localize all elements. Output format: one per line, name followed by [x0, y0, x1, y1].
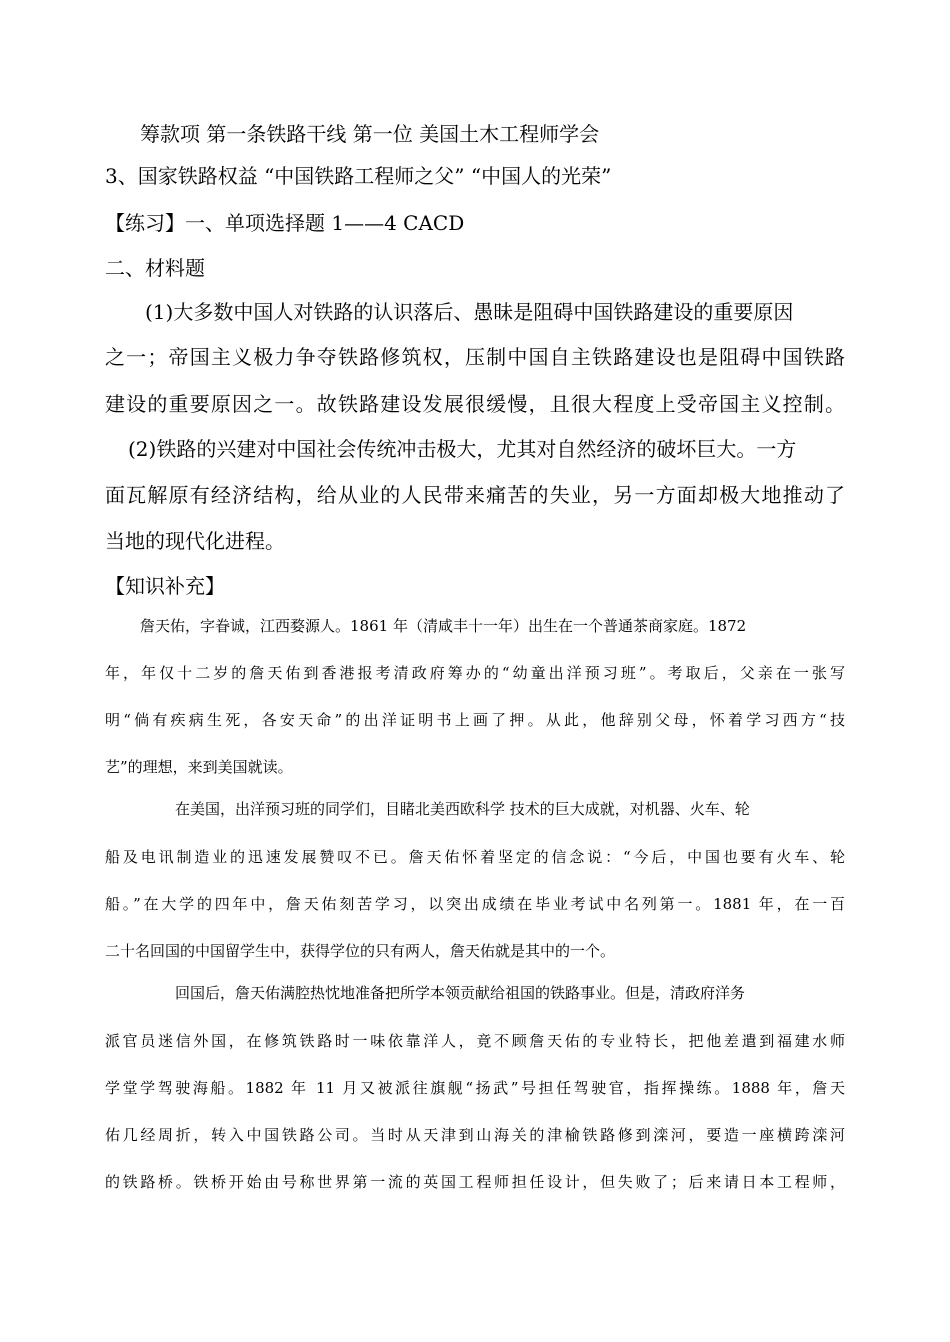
question-1-line-2: 之一；帝国主义极力争夺铁路修筑权，压制中国自主铁路建设也是阻碍中国铁路 [105, 345, 845, 369]
supplement-p2-line-3: 船。”在大学的四年中，詹天佑刻苦学习，以突出成绩在毕业考试中名列第一。1881 年，在一百 [105, 895, 845, 913]
supplement-p1-line-2: 年，年仅十二岁的詹天佑到香港报考清政府筹办的“幼童出洋预习班”。考取后，父亲在一张写 [105, 664, 845, 682]
question-2-line-1: (2)铁路的兴建对中国社会传统冲击极大，尤其对自然经济的破坏巨大。一方 [128, 437, 797, 461]
question-2-line-3: 当地的现代化进程。 [105, 529, 285, 553]
answer-line-2: 3、国家铁路权益 “中国铁路工程师之父” “中国人的光荣” [105, 164, 612, 188]
supplement-p3-line-1: 回国后，詹天佑满腔热忱地准备把所学本领贡献给祖国的铁路事业。但是，清政府洋务 [175, 984, 746, 1002]
supplement-p2-line-1: 在美国，出洋预习班的同学们，目睹北美西欧科学 技术的巨大成就，对机器、火车、轮 [175, 800, 750, 818]
material-heading: 二、材料题 [105, 256, 205, 280]
supplement-p3-line-3: 学堂学驾驶海船。1882 年 11 月又被派往旗舰“扬武”号担任驾驶官，指挥操练。1888 年，詹天 [105, 1079, 845, 1097]
supplement-p3-line-4: 佑几经周折，转入中国铁路公司。当时从天津到山海关的津榆铁路修到滦河，要造一座横跨滦河 [105, 1126, 845, 1144]
supplement-p1-line-1: 詹天佑，字眷诚，江西婺源人。1861 年（清咸丰十一年）出生在一个普通茶商家庭。1872 [140, 617, 747, 635]
supplement-p2-line-2: 船及电讯制造业的迅速发展赞叹不已。詹天佑怀着坚定的信念说：“今后，中国也要有火车、轮 [105, 848, 845, 866]
supplement-p1-line-4: 艺”的理想，来到美国就读。 [105, 758, 293, 776]
supplement-p1-line-3: 明“倘有疾病生死，各安天命”的出洋证明书上画了押。从此，他辞别父母，怀着学习西方“技 [105, 711, 845, 729]
supplement-heading: 【知识补充】 [105, 574, 225, 598]
question-2-line-2: 面瓦解原有经济结构，给从业的人民带来痛苦的失业，另一方面却极大地推动了 [105, 483, 845, 507]
practice-answers: 【练习】一、单项选择题 1——4 CACD [105, 211, 465, 235]
question-1-line-3: 建设的重要原因之一。故铁路建设发展很缓慢，且很大程度上受帝国主义控制。 [105, 392, 845, 416]
supplement-p2-line-4: 二十名回国的中国留学生中，获得学位的只有两人，詹天佑就是其中的一个。 [105, 942, 616, 960]
answer-line-1: 筹款项 第一条铁路干线 第一位 美国土木工程师学会 [140, 122, 600, 146]
supplement-p3-line-2: 派官员迷信外国，在修筑铁路时一味依靠洋人，竟不顾詹天佑的专业特长，把他差遣到福建水师 [105, 1032, 845, 1050]
question-1-line-1: (1)大多数中国人对铁路的认识落后、愚昧是阻碍中国铁路建设的重要原因 [145, 300, 794, 324]
supplement-p3-line-5: 的铁路桥。铁桥开始由号称世界第一流的英国工程师担任设计，但失败了；后来请日本工程师， [105, 1173, 845, 1191]
